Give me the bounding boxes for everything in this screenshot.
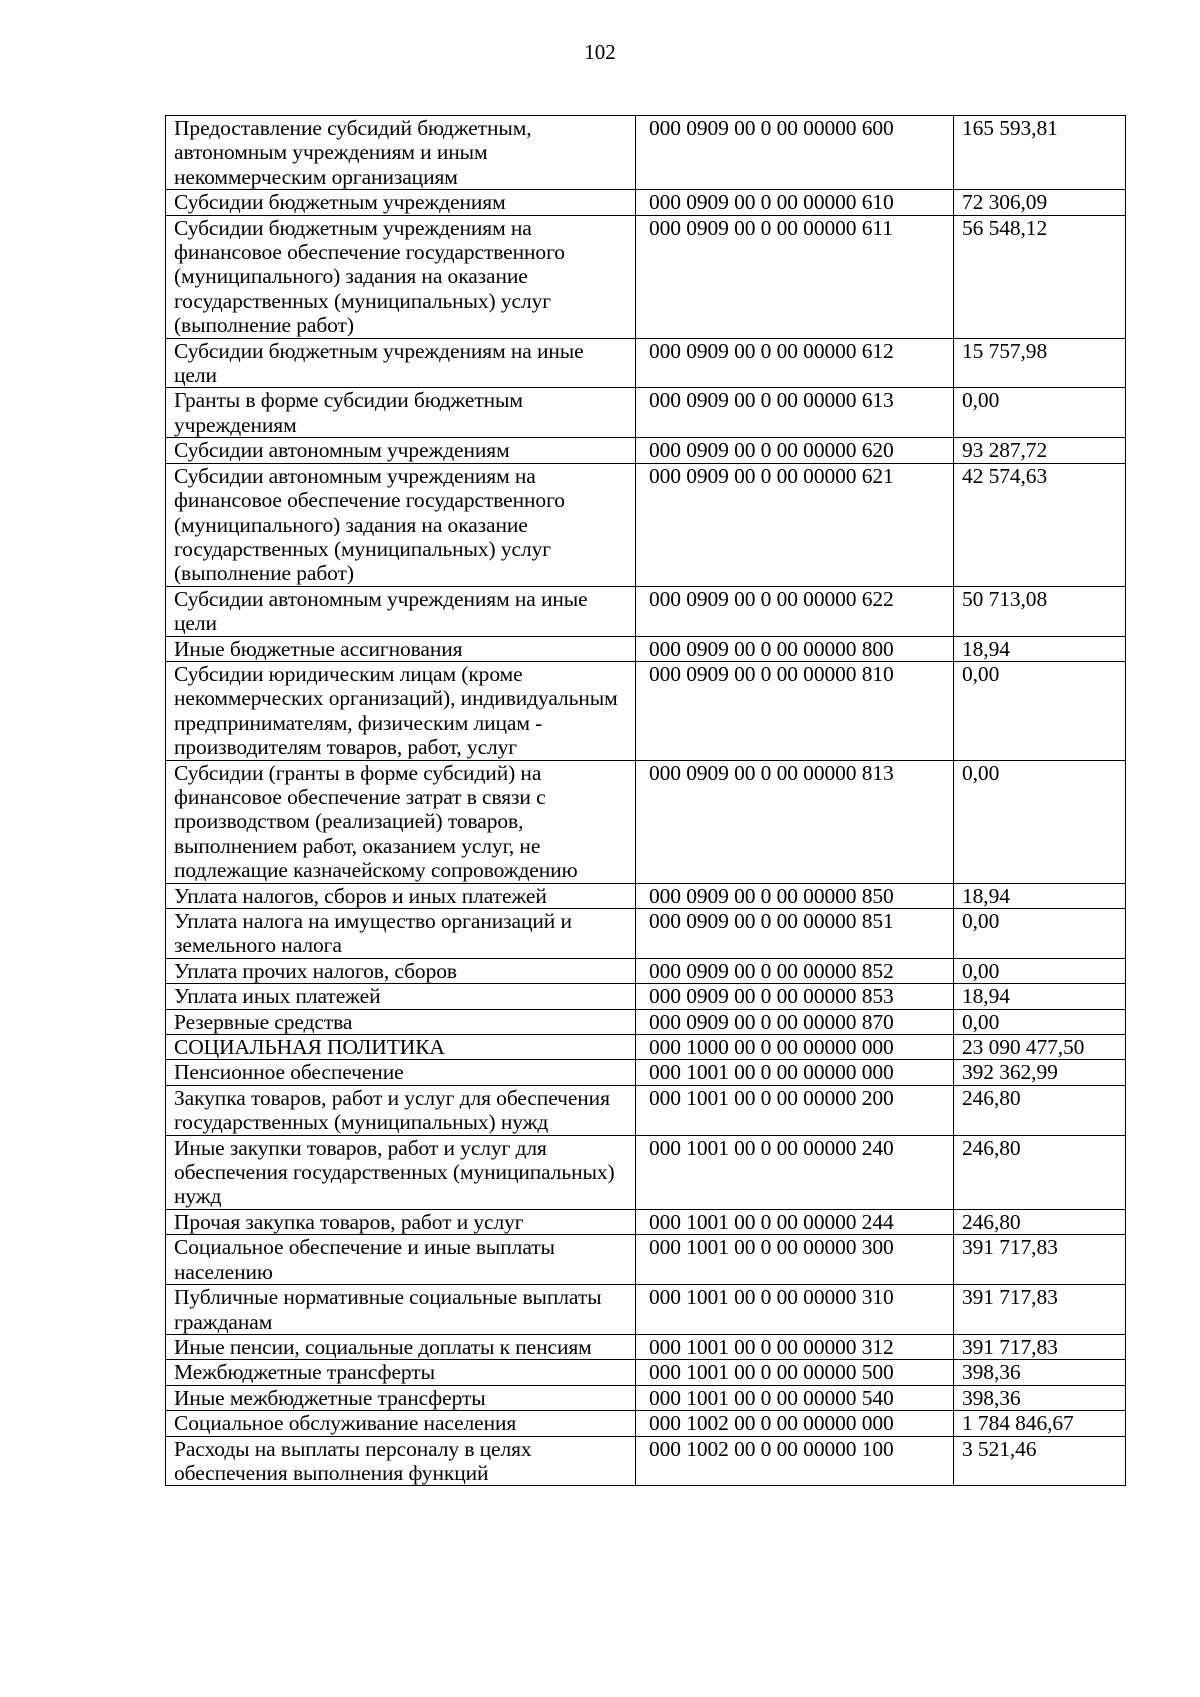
row-code-cell: 000 0909 00 0 00 00000 620 [636, 438, 954, 463]
table-row [166, 1334, 1126, 1359]
row-amount-cell: 18,94 [954, 883, 1126, 908]
row-amount-cell: 391 717,83 [954, 1334, 1126, 1359]
table-row [166, 1085, 1126, 1135]
row-amount-cell: 93 287,72 [954, 438, 1126, 463]
row-name-cell: Гранты в форме субсидии бюджетным учреждениям [166, 388, 636, 438]
row-name-cell: Субсидии (гранты в форме субсидий) на финансовое обеспечение затрат в связи с производством (реализацией) товаров, выполнением работ, оказанием услуг, не подлежащие казначейскому сопровождению [166, 760, 636, 883]
row-name-cell: Уплата налогов, сборов и иных платежей [166, 883, 636, 908]
table-row [166, 1135, 1126, 1209]
row-name-cell: Субсидии бюджетным учреждениям [166, 190, 636, 215]
row-amount-cell: 246,80 [954, 1209, 1126, 1234]
row-code-cell: 000 0909 00 0 00 00000 800 [636, 636, 954, 661]
table-row [166, 1360, 1126, 1385]
row-amount-cell: 165 593,81 [954, 116, 1126, 190]
row-name-cell: Межбюджетные трансферты [166, 1360, 636, 1385]
row-code-cell: 000 1001 00 0 00 00000 312 [636, 1334, 954, 1359]
table-row [166, 636, 1126, 661]
row-name-cell: Прочая закупка товаров, работ и услуг [166, 1209, 636, 1234]
row-code-cell: 000 0909 00 0 00 00000 611 [636, 215, 954, 338]
row-amount-cell: 0,00 [954, 1009, 1126, 1034]
table-row [166, 463, 1126, 586]
row-amount-cell: 391 717,83 [954, 1235, 1126, 1285]
row-code-cell: 000 0909 00 0 00 00000 870 [636, 1009, 954, 1034]
row-code-cell: 000 1001 00 0 00 00000 200 [636, 1085, 954, 1135]
row-code-cell: 000 0909 00 0 00 00000 621 [636, 463, 954, 586]
row-code-cell: 000 1000 00 0 00 00000 000 [636, 1035, 954, 1060]
row-amount-cell: 391 717,83 [954, 1285, 1126, 1335]
row-code-cell: 000 1001 00 0 00 00000 240 [636, 1135, 954, 1209]
row-name-cell: Иные закупки товаров, работ и услуг для обеспечения государственных (муниципальных) нужд [166, 1135, 636, 1209]
row-name-cell: Закупка товаров, работ и услуг для обеспечения государственных (муниципальных) нужд [166, 1085, 636, 1135]
row-name-cell: Субсидии автономным учреждениям на финансовое обеспечение государственного (муниципального) задания на оказание государственных (муниципальных) услуг (выполнение работ) [166, 463, 636, 586]
row-name-cell: СОЦИАЛЬНАЯ ПОЛИТИКА [166, 1035, 636, 1060]
row-amount-cell: 56 548,12 [954, 215, 1126, 338]
row-amount-cell: 50 713,08 [954, 586, 1126, 636]
row-name-cell: Пенсионное обеспечение [166, 1060, 636, 1085]
row-code-cell: 000 0909 00 0 00 00000 613 [636, 388, 954, 438]
row-name-cell: Предоставление субсидий бюджетным, автономным учреждениям и иным некоммерческим организациям [166, 116, 636, 190]
table-row [166, 190, 1126, 215]
row-amount-cell: 0,00 [954, 388, 1126, 438]
table-row [166, 760, 1126, 883]
row-amount-cell: 23 090 477,50 [954, 1035, 1126, 1060]
table-row [166, 1009, 1126, 1034]
table-row [166, 958, 1126, 983]
table-row [166, 1385, 1126, 1410]
row-code-cell: 000 0909 00 0 00 00000 850 [636, 883, 954, 908]
row-amount-cell: 0,00 [954, 760, 1126, 883]
row-code-cell: 000 0909 00 0 00 00000 852 [636, 958, 954, 983]
row-name-cell: Уплата иных платежей [166, 984, 636, 1009]
row-amount-cell: 398,36 [954, 1360, 1126, 1385]
row-amount-cell: 392 362,99 [954, 1060, 1126, 1085]
row-code-cell: 000 1001 00 0 00 00000 540 [636, 1385, 954, 1410]
row-name-cell: Субсидии бюджетным учреждениям на иные цели [166, 338, 636, 388]
table-row [166, 215, 1126, 338]
table-row [166, 586, 1126, 636]
row-code-cell: 000 0909 00 0 00 00000 851 [636, 909, 954, 959]
table-row [166, 1285, 1126, 1335]
row-amount-cell: 0,00 [954, 661, 1126, 760]
row-amount-cell: 0,00 [954, 909, 1126, 959]
row-code-cell: 000 0909 00 0 00 00000 610 [636, 190, 954, 215]
row-amount-cell: 42 574,63 [954, 463, 1126, 586]
row-code-cell: 000 0909 00 0 00 00000 600 [636, 116, 954, 190]
row-amount-cell: 398,36 [954, 1385, 1126, 1410]
table-row [166, 1235, 1126, 1285]
table-row [166, 909, 1126, 959]
table-row [166, 388, 1126, 438]
row-amount-cell: 1 784 846,67 [954, 1411, 1126, 1436]
row-amount-cell: 18,94 [954, 984, 1126, 1009]
budget-table [165, 115, 1126, 1486]
budget-table-body [166, 116, 1126, 1486]
table-row [166, 883, 1126, 908]
row-name-cell: Социальное обслуживание населения [166, 1411, 636, 1436]
table-row [166, 116, 1126, 190]
row-code-cell: 000 0909 00 0 00 00000 612 [636, 338, 954, 388]
row-amount-cell: 3 521,46 [954, 1436, 1126, 1486]
table-row [166, 1209, 1126, 1234]
table-row [166, 1411, 1126, 1436]
row-name-cell: Публичные нормативные социальные выплаты гражданам [166, 1285, 636, 1335]
table-row [166, 1436, 1126, 1486]
row-code-cell: 000 1001 00 0 00 00000 310 [636, 1285, 954, 1335]
row-amount-cell: 246,80 [954, 1085, 1126, 1135]
row-amount-cell: 18,94 [954, 636, 1126, 661]
row-code-cell: 000 1002 00 0 00 00000 100 [636, 1436, 954, 1486]
row-name-cell: Социальное обеспечение и иные выплаты населению [166, 1235, 636, 1285]
row-code-cell: 000 1001 00 0 00 00000 000 [636, 1060, 954, 1085]
row-code-cell: 000 1002 00 0 00 00000 000 [636, 1411, 954, 1436]
table-row [166, 1060, 1126, 1085]
row-amount-cell: 0,00 [954, 958, 1126, 983]
row-name-cell: Уплата прочих налогов, сборов [166, 958, 636, 983]
row-code-cell: 000 1001 00 0 00 00000 500 [636, 1360, 954, 1385]
row-code-cell: 000 0909 00 0 00 00000 853 [636, 984, 954, 1009]
table-row [166, 661, 1126, 760]
row-name-cell: Расходы на выплаты персоналу в целях обеспечения выполнения функций [166, 1436, 636, 1486]
row-name-cell: Иные бюджетные ассигнования [166, 636, 636, 661]
row-name-cell: Уплата налога на имущество организаций и земельного налога [166, 909, 636, 959]
table-row [166, 338, 1126, 388]
row-code-cell: 000 1001 00 0 00 00000 300 [636, 1235, 954, 1285]
page-number: 102 [584, 40, 616, 64]
row-code-cell: 000 0909 00 0 00 00000 810 [636, 661, 954, 760]
row-amount-cell: 72 306,09 [954, 190, 1126, 215]
row-amount-cell: 246,80 [954, 1135, 1126, 1209]
row-name-cell: Субсидии автономным учреждениям [166, 438, 636, 463]
row-name-cell: Субсидии автономным учреждениям на иные цели [166, 586, 636, 636]
row-name-cell: Субсидии юридическим лицам (кроме некоммерческих организаций), индивидуальным предпринимателям, физическим лицам - производителям товаров, работ, услуг [166, 661, 636, 760]
table-row [166, 438, 1126, 463]
row-name-cell: Резервные средства [166, 1009, 636, 1034]
row-code-cell: 000 1001 00 0 00 00000 244 [636, 1209, 954, 1234]
row-name-cell: Иные межбюджетные трансферты [166, 1385, 636, 1410]
row-amount-cell: 15 757,98 [954, 338, 1126, 388]
row-code-cell: 000 0909 00 0 00 00000 622 [636, 586, 954, 636]
table-row [166, 984, 1126, 1009]
row-name-cell: Субсидии бюджетным учреждениям на финансовое обеспечение государственного (муниципального) задания на оказание государственных (муниципальных) услуг (выполнение работ) [166, 215, 636, 338]
row-name-cell: Иные пенсии, социальные доплаты к пенсиям [166, 1334, 636, 1359]
table-row [166, 1035, 1126, 1060]
row-code-cell: 000 0909 00 0 00 00000 813 [636, 760, 954, 883]
